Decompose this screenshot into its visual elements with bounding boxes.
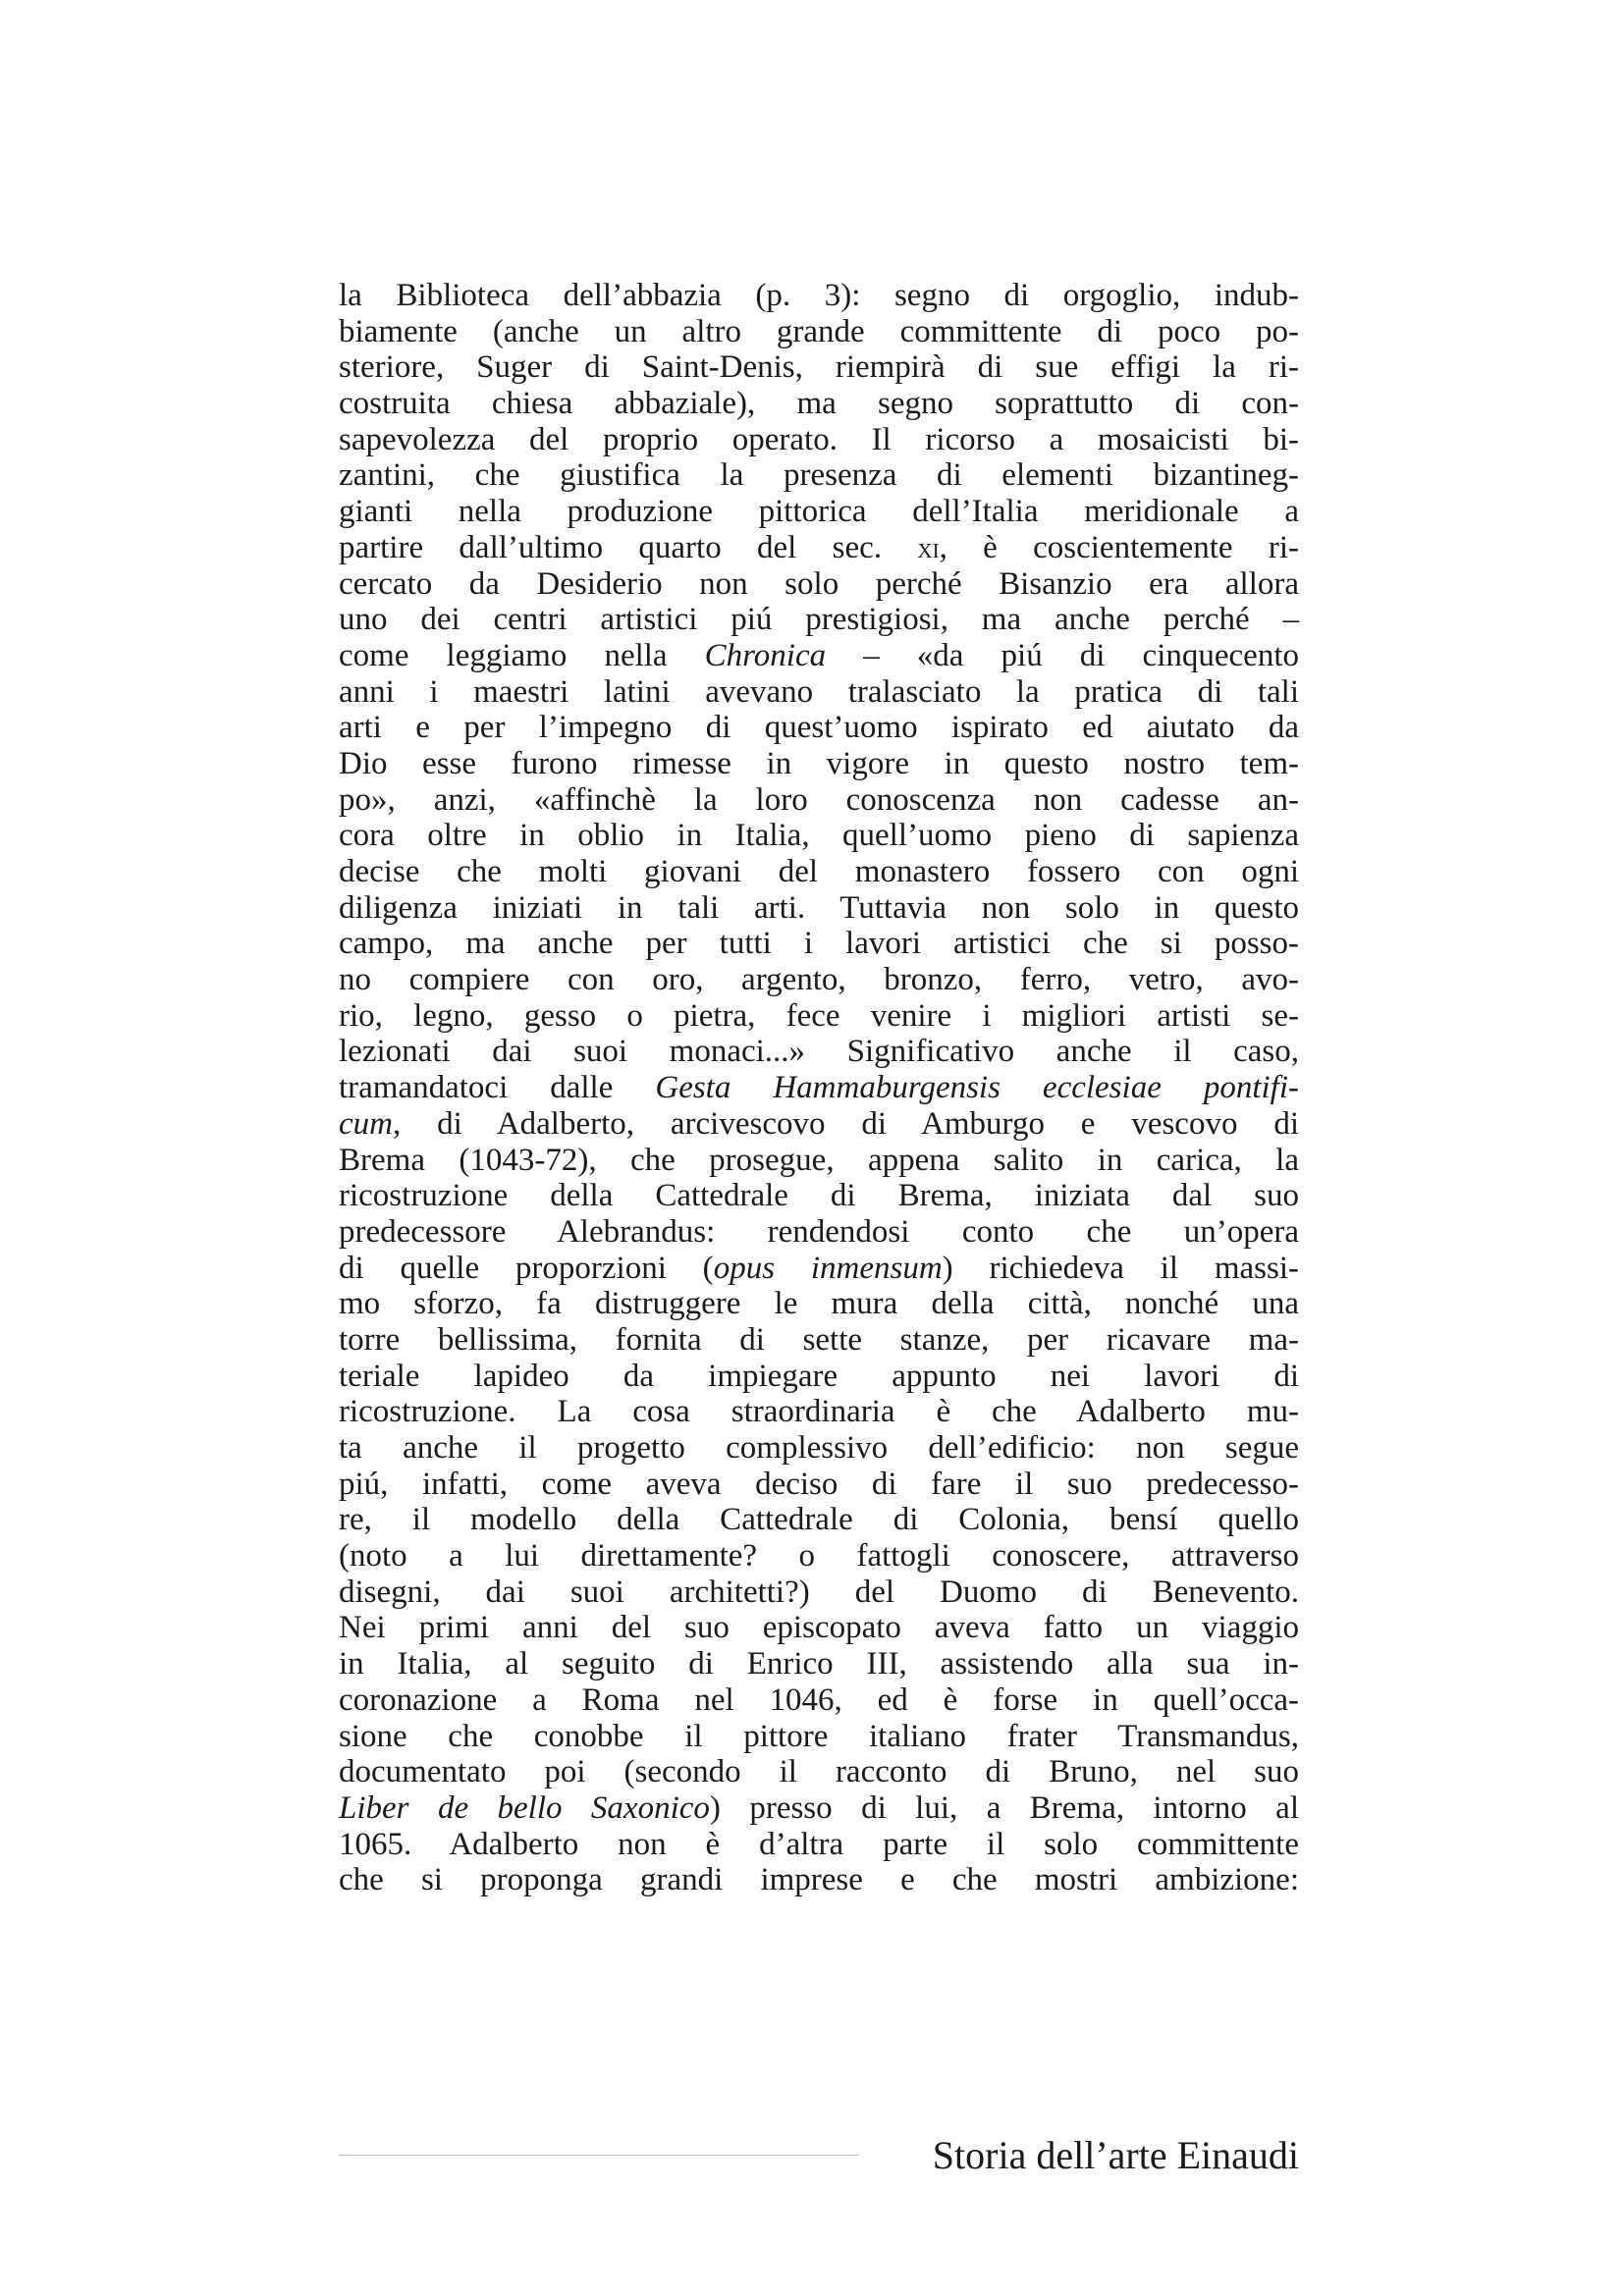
text-line: teriale lapideo da impiegare appunto nei lavori di <box>339 1358 1299 1394</box>
text-line: documentato poi (secondo il racconto di Bruno, nel suo <box>339 1754 1299 1790</box>
text-run: , è coscientemente ri- <box>939 529 1299 565</box>
italic-title: cum <box>339 1105 393 1142</box>
text-run: come leggiamo nella <box>339 637 705 673</box>
footer-title: Storia dell’arte Einaudi <box>932 2133 1299 2177</box>
text-line: lezionati dai suoi monaci...» Significativo anche il caso, <box>339 1034 1299 1070</box>
text-line: zantini, che giustifica la presenza di elementi bizantineg- <box>339 457 1299 494</box>
text-line: Dio esse furono rimesse in vigore in questo nostro tem- <box>339 745 1299 781</box>
text-line: steriore, Suger di Saint-Denis, riempirà di sue effigi la ri- <box>339 349 1299 386</box>
text-line: campo, ma anche per tutti i lavori artistici che si posso- <box>339 926 1299 962</box>
text-line: ricostruzione. La cosa straordinaria è che Adalberto mu- <box>339 1394 1299 1430</box>
text-line: (noto a lui direttamente? o fattogli conoscere, attraverso <box>339 1538 1299 1575</box>
italic-phrase: opus inmensum <box>713 1250 943 1286</box>
text-line: coronazione a Roma nel 1046, ed è forse in quell’occa- <box>339 1682 1299 1718</box>
text-line: no compiere con oro, argento, bronzo, ferro, vetro, avo- <box>339 962 1299 998</box>
text-line: cora oltre in oblio in Italia, quell’uomo pieno di sapienza <box>339 818 1299 854</box>
text-line: arti e per l’impegno di quest’uomo ispirato ed aiutato da <box>339 710 1299 746</box>
text-line: Nei primi anni del suo episcopato aveva fatto un viaggio <box>339 1610 1299 1646</box>
text-line: torre bellissima, fornita di sette stanze, per ricavare ma- <box>339 1321 1299 1358</box>
text-run: ) richiedeva il massi- <box>942 1250 1299 1286</box>
text-line <box>339 638 1299 674</box>
italic-title: Liber de bello Saxonico <box>339 1789 710 1826</box>
italic-title: Chronica <box>704 637 827 673</box>
text-line: uno dei centri artistici piú prestigiosi, ma anche perché – <box>339 602 1299 638</box>
text-line: piú, infatti, come aveva deciso di fare il suo predecesso- <box>339 1466 1299 1502</box>
text-line <box>339 1790 1299 1827</box>
body-text <box>339 278 1299 1898</box>
text-line: biamente (anche un altro grande committente di poco po- <box>339 313 1299 349</box>
text-line <box>339 1070 1299 1106</box>
text-line: rio, legno, gesso o pietra, fece venire i migliori artisti se- <box>339 997 1299 1034</box>
text-line: Brema (1043-72), che prosegue, appena salito in carica, la <box>339 1142 1299 1178</box>
text-line: disegni, dai suoi architetti?) del Duomo di Benevento. <box>339 1574 1299 1610</box>
text-line: la Biblioteca dell’abbazia (p. 3): segno di orgoglio, indub- <box>339 278 1299 313</box>
text-run: partire dall’ultimo quarto del sec. <box>339 529 918 565</box>
text-run: , di Adalberto, arcivescovo di Amburgo e vescovo di <box>392 1105 1299 1142</box>
text-line: in Italia, al seguito di Enrico III, assistendo alla sua in- <box>339 1646 1299 1682</box>
text-run: di quelle proporzioni ( <box>339 1250 714 1286</box>
text-run: – «da piú di cinquecento <box>826 637 1299 673</box>
text-line <box>339 530 1299 566</box>
text-line: 1065. Adalberto non è d’altra parte il solo committente <box>339 1826 1299 1862</box>
text-run: tramandatoci dalle <box>339 1070 656 1106</box>
footer <box>339 2133 1299 2178</box>
text-line: anni i maestri latini avevano tralasciato la pratica di tali <box>339 673 1299 710</box>
italic-title: Gesta Hammaburgensis ecclesiae pontifi- <box>655 1070 1299 1106</box>
text-line: costruita chiesa abbaziale), ma segno soprattutto di con- <box>339 386 1299 422</box>
text-run: ) presso di lui, a Brema, intorno al <box>709 1789 1299 1826</box>
text-line: predecessore Alebrandus: rendendosi conto che un’opera <box>339 1213 1299 1250</box>
text-line: mo sforzo, fa distruggere le mura della città, nonché una <box>339 1286 1299 1322</box>
text-line: che si proponga grandi imprese e che mostri ambizione: <box>339 1862 1299 1898</box>
text-line: ricostruzione della Cattedrale di Brema, iniziata dal suo <box>339 1178 1299 1214</box>
text-line: sapevolezza del proprio operato. Il ricorso a mosaicisti bi- <box>339 421 1299 457</box>
text-line <box>339 1106 1299 1143</box>
text-line: re, il modello della Cattedrale di Colonia, bensí quello <box>339 1502 1299 1538</box>
text-line: sione che conobbe il pittore italiano frater Transmandus, <box>339 1718 1299 1754</box>
century-numeral: xi <box>917 531 940 564</box>
text-line <box>339 1251 1299 1287</box>
text-line: diligenza iniziati in tali arti. Tuttavia non solo in questo <box>339 889 1299 926</box>
text-line: po», anzi, «affinchè la loro conoscenza non cadesse an- <box>339 781 1299 818</box>
text-line: cercato da Desiderio non solo perché Bisanzio era allora <box>339 565 1299 602</box>
text-line: gianti nella produzione pittorica dell’Italia meridionale a <box>339 494 1299 530</box>
footer-rule <box>339 2155 859 2156</box>
text-line: decise che molti giovani del monastero fossero con ogni <box>339 854 1299 889</box>
text-line: ta anche il progetto complessivo dell’edificio: non segue <box>339 1430 1299 1466</box>
